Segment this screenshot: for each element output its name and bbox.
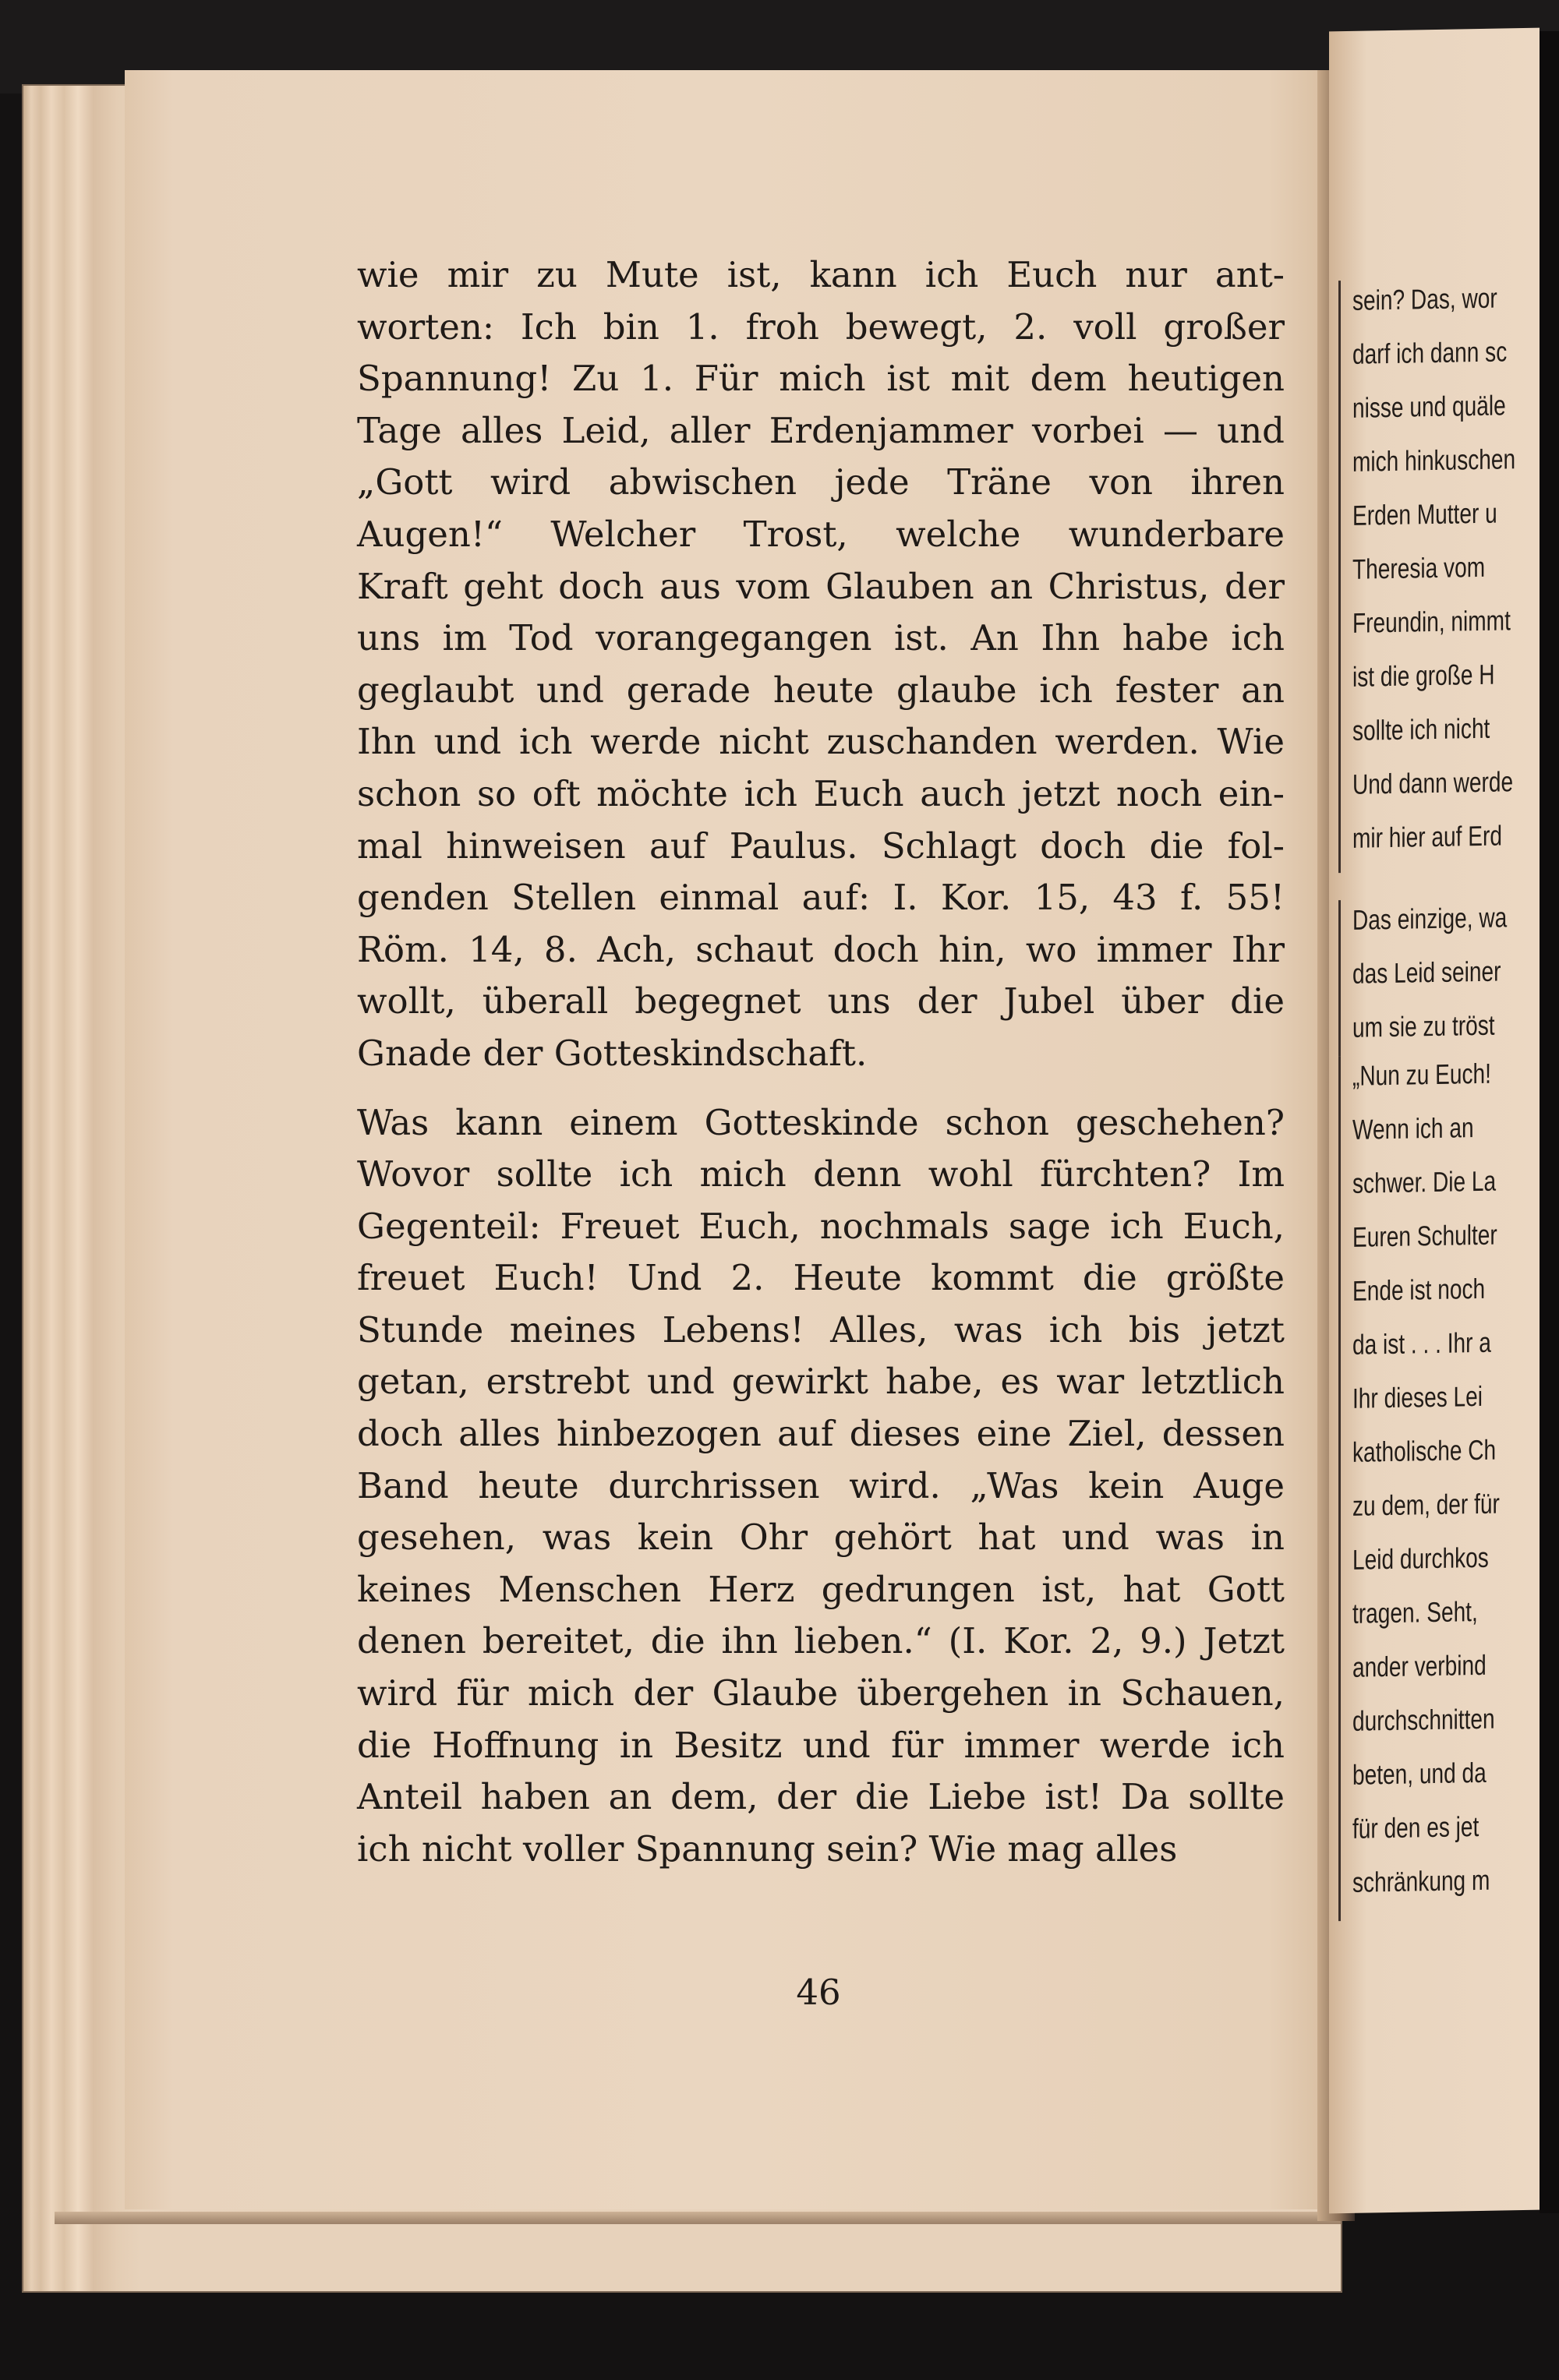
text-line: freuet Euch! Und 2. Heute kommt die größte <box>357 1257 1285 1299</box>
margin-rule <box>1338 900 1341 1056</box>
right-page-line: Freundin, nimmt <box>1352 604 1511 639</box>
right-page-partial <box>1329 28 1540 2214</box>
right-page-line: ist die große H <box>1352 658 1495 693</box>
margin-rule <box>1338 1056 1341 1921</box>
right-edge-shadow <box>1540 31 1559 2213</box>
text-line: Ihn und ich werde nicht zuschanden werden. Wie <box>357 721 1285 763</box>
text-line: keines Menschen Herz gedrungen ist, hat Gott <box>357 1568 1285 1610</box>
right-page-line: Erden Mutter u <box>1352 496 1497 531</box>
text-line: Gnade der Gotteskindschaft. <box>357 1032 868 1074</box>
text-line: getan, erstrebt und gewirkt habe, es war letztlich <box>357 1361 1285 1403</box>
right-page-line: mir hier auf Erd <box>1352 819 1502 854</box>
page-number: 46 <box>796 1972 841 2013</box>
text-line: mal hinweisen auf Paulus. Schlagt doch die fol- <box>357 825 1285 867</box>
right-page-line: um sie zu tröst <box>1352 1008 1495 1043</box>
paragraph-1 <box>357 249 1285 1080</box>
right-page-line: katholische Ch <box>1352 1433 1497 1468</box>
right-page-line: tragen. Seht, <box>1352 1595 1478 1630</box>
right-page-line: Und dann werde <box>1352 765 1514 800</box>
right-page-line: das Leid seiner <box>1352 955 1501 990</box>
right-page-line: Leid durchkos <box>1352 1541 1489 1576</box>
right-page-line: Wenn ich an <box>1352 1111 1474 1146</box>
right-page-line: beten, und da <box>1352 1756 1487 1791</box>
text-line: Gegenteil: Freuet Euch, nochmals sage ich Euch, <box>357 1205 1285 1247</box>
text-line: Spannung! Zu 1. Für mich ist mit dem heutigen <box>357 358 1285 400</box>
text-line: uns im Tod vorangegangen ist. An Ihn habe ich <box>357 617 1285 659</box>
right-page-line: Das einzige, wa <box>1352 901 1508 936</box>
main-text-block <box>357 249 1285 1875</box>
right-page-line: zu dem, der für <box>1352 1487 1500 1522</box>
text-line: wollt, überall begegnet uns der Jubel über die <box>357 980 1285 1022</box>
right-page-line: schränkung m <box>1352 1863 1490 1898</box>
margin-rule <box>1338 281 1341 873</box>
right-page-line: Theresia vom <box>1352 550 1486 585</box>
right-page-line: ander verbind <box>1352 1648 1487 1683</box>
text-line: Band heute durchrissen wird. „Was kein Auge <box>357 1464 1285 1506</box>
text-line: Augen!“ Welcher Trost, welche wunderbare <box>357 513 1285 555</box>
right-page-line: da ist . . . Ihr a <box>1352 1326 1491 1361</box>
text-line: genden Stellen einmal auf: I. Kor. 15, 43 f. 55! <box>357 877 1285 919</box>
right-page-line: „Nun zu Euch! <box>1352 1057 1491 1092</box>
text-line: Wovor sollte ich mich denn wohl fürchten? Im <box>357 1153 1285 1195</box>
right-page-line: darf ich dann sc <box>1352 335 1508 370</box>
right-page-line: mich hinkuschen <box>1352 443 1516 478</box>
text-line: worten: Ich bin 1. froh bewegt, 2. voll großer <box>357 305 1285 348</box>
text-line: die Hoffnung in Besitz und für immer werde ich <box>357 1724 1285 1766</box>
right-page-line: sollte ich nicht <box>1352 712 1490 747</box>
text-line: Stunde meines Lebens! Alles, was ich bis jetzt <box>357 1308 1285 1351</box>
right-page-line: schwer. Die La <box>1352 1164 1497 1199</box>
paragraph-2 <box>357 1097 1285 1876</box>
right-page-line: sein? Das, wor <box>1352 281 1497 316</box>
text-line: schon so oft möchte ich Euch auch jetzt noch ein- <box>357 772 1285 814</box>
text-line: denen bereitet, die ihn lieben.“ (I. Kor. 2, 9.) Jetzt <box>357 1620 1285 1662</box>
text-line: Röm. 14, 8. Ach, schaut doch hin, wo immer Ihr <box>357 928 1285 970</box>
paragraph-gap <box>357 1080 1285 1097</box>
book-bottom-edge <box>55 2212 1341 2224</box>
text-line: gesehen, was kein Ohr gehört hat und was in <box>357 1517 1285 1559</box>
right-page-line: Ihr dieses Lei <box>1352 1379 1483 1414</box>
right-page-line: für den es jet <box>1352 1810 1479 1845</box>
right-page-line: durchschnitten <box>1352 1702 1495 1737</box>
text-line: wird für mich der Glaube übergehen in Schauen, <box>357 1672 1285 1714</box>
right-page-line: nisse und quäle <box>1352 389 1506 424</box>
text-line: doch alles hinbezogen auf dieses eine Ziel, dessen <box>357 1413 1285 1455</box>
right-page-line: Ende ist noch <box>1352 1272 1486 1307</box>
text-line: Kraft geht doch aus vom Glauben an Christus, der <box>357 565 1285 607</box>
text-line: Was kann einem Gotteskinde schon geschehen? <box>357 1101 1285 1143</box>
text-line: Tage alles Leid, aller Erdenjammer vorbei — und <box>357 409 1285 451</box>
text-line: wie mir zu Mute ist, kann ich Euch nur ant- <box>357 254 1285 295</box>
right-page-line: Euren Schulter <box>1352 1218 1497 1253</box>
text-line: ich nicht voller Spannung sein? Wie mag alles <box>357 1827 1178 1870</box>
text-line: geglaubt und gerade heute glaube ich fester an <box>357 669 1285 711</box>
text-line: „Gott wird abwischen jede Träne von ihren <box>357 461 1285 503</box>
text-line: Anteil haben an dem, der die Liebe ist! Da sollte <box>357 1776 1285 1818</box>
